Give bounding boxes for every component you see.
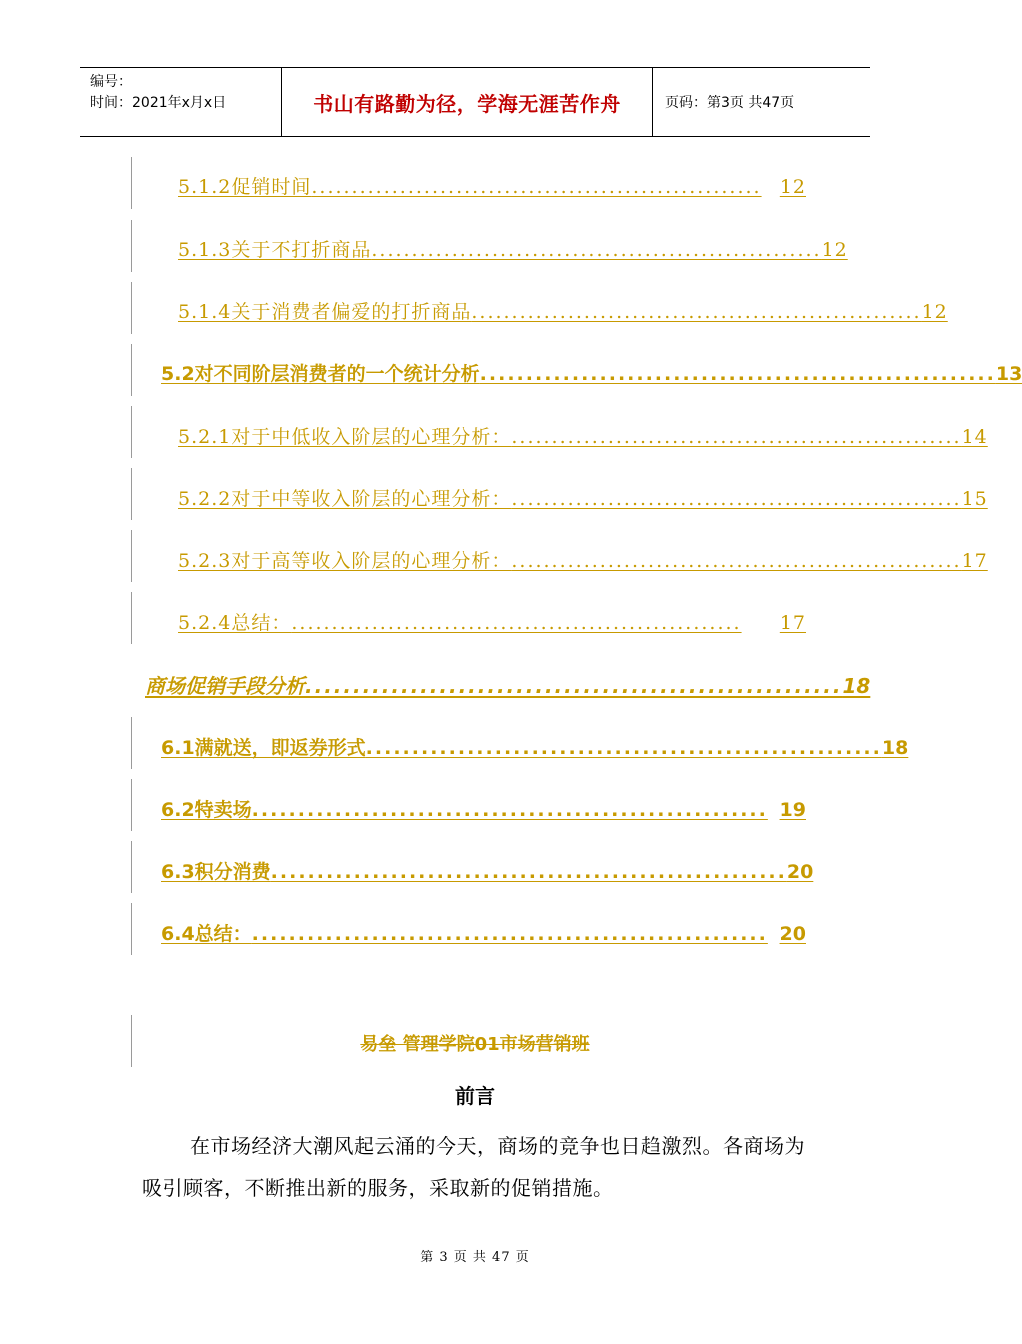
toc-entry-title: 5.2.3对于高等收入阶层的心理分析： [178,550,512,572]
toc-margin-bar [131,220,132,272]
toc-entry-page: 19 [779,799,806,821]
toc-entry[interactable] [178,297,948,324]
toc-entry-leader: ........................................................ [471,301,922,323]
toc-entry-title: 5.2.1对于中低收入阶层的心理分析： [178,426,512,448]
toc-entry-page: 15 [961,488,988,510]
toc-margin-bar [131,282,132,334]
toc-entry-page: 13 [995,363,1022,385]
toc-entry-leader: ........................................................ [305,674,843,698]
toc-entry-leader: ........................................................ [479,363,996,385]
toc-entry[interactable] [178,235,848,262]
toc-entry-title: 5.2.2对于中等收入阶层的心理分析： [178,488,512,510]
toc-entry[interactable] [161,857,814,884]
preface-body: 在市场经济大潮风起云涌的今天，商场的竞争也日趋激烈。各商场为吸引顾客，不断推出新的服务，采取新的促销措施。 [142,1134,805,1200]
toc-entry-leader: ........................................................ [511,550,962,572]
header-time: 时间：2021年x月x日 [90,95,227,111]
toc-entry-leader: ........................................................ [511,488,962,510]
toc-entry-leader: ........................................................ [270,861,787,883]
toc-entry-title: 6.4总结： [161,923,252,945]
toc-margin-bar [131,344,132,396]
toc-entry[interactable] [161,359,1022,386]
toc-entry-leader: ........................................................ [365,737,882,759]
toc-entry[interactable] [161,733,909,760]
toc-entry-title: 6.2特卖场 [161,799,252,821]
toc-margin-bar [131,157,132,209]
toc-entry-page: 18 [842,674,871,698]
toc-margin-bar [131,717,132,769]
toc-entry-leader: ........................................................ [511,426,962,448]
toc-entry-leader: ........................................................ [251,923,768,945]
toc-margin-bar [131,779,132,831]
toc-margin-bar [131,903,132,955]
toc-entry[interactable] [178,422,988,449]
toc-entry[interactable] [178,484,988,511]
toc-entry-leader: ........................................................ [311,176,762,198]
toc-entry-title: 5.1.4关于消费者偏爱的打折商品 [178,301,472,323]
toc-entry-title: 商场促销手段分析 [145,674,305,698]
toc-entry-page: 17 [961,550,988,572]
header-page-info: 页码：第3页 共47页 [665,95,795,111]
header-motto: 书山有路勤为径，学海无涯苦作舟 [281,68,653,136]
toc-entry-title: 6.3积分消费 [161,861,271,883]
toc-entry-page: 20 [786,861,814,883]
toc-entry[interactable] [178,546,988,573]
header-meta [80,68,281,136]
toc-margin-bar [131,530,132,582]
toc-entry-title: 5.1.3关于不打折商品 [178,239,372,261]
toc-entry-page: 17 [779,612,806,634]
toc-entry[interactable] [145,670,871,699]
toc-entry[interactable] [161,919,806,946]
toc-entry[interactable] [178,172,806,199]
toc-margin-bar [131,841,132,893]
toc-entry-page: 14 [961,426,988,448]
author-line: 易垒 管理学院01市场营销班 [360,1034,590,1055]
toc-entry-leader: ........................................................ [251,799,768,821]
toc-entry-page: 20 [779,923,806,945]
toc-entry-page: 12 [921,301,948,323]
header-number: 编号： [90,74,132,90]
toc-entry-title: 6.1满就送，即返券形式 [161,737,366,759]
toc-margin-bar [131,468,132,520]
toc-entry-page: 12 [821,239,848,261]
toc-margin-bar [131,406,132,458]
toc-entry-page: 18 [881,737,909,759]
page-header [80,67,870,137]
toc-entry-leader: ........................................................ [371,239,822,261]
toc-entry-title: 5.2对不同阶层消费者的一个统计分析 [161,363,480,385]
toc-entry[interactable] [161,795,806,822]
toc-entry-title: 5.1.2促销时间 [178,176,312,198]
toc-entry-page: 12 [779,176,806,198]
page-footer: 第 3 页 共 47 页 [420,1250,530,1265]
toc-margin-bar [131,592,132,644]
toc-entry[interactable] [178,608,806,635]
toc-entry-leader: ........................................................ [291,612,742,634]
toc-entry-title: 5.2.4总结： [178,612,292,634]
preface-title: 前言 [455,1084,495,1108]
